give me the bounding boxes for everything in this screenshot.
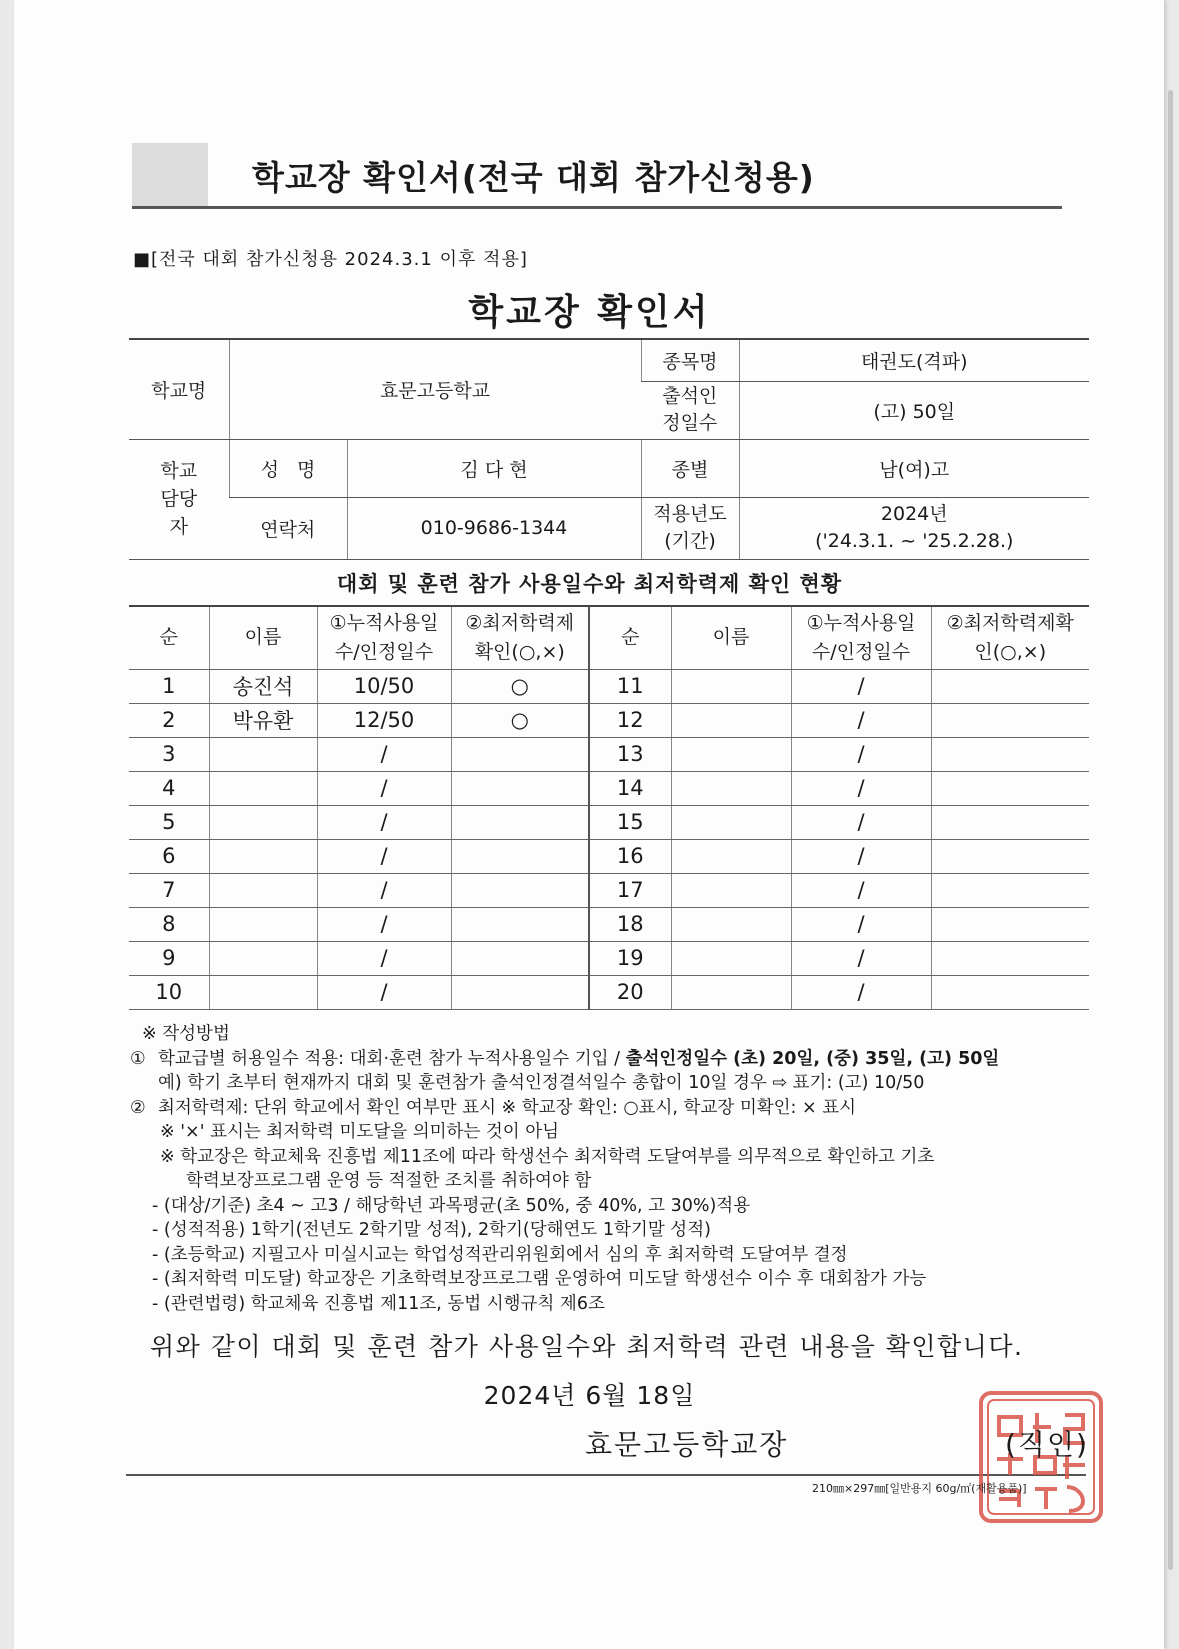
header-shade-box [132, 143, 208, 207]
row-days: / [317, 805, 451, 839]
row-name-2 [671, 737, 791, 771]
row-days-2: / [791, 873, 931, 907]
row-no-2: 20 [589, 975, 671, 1009]
instruction-1-example: 예) 학기 초부터 현재까지 대회 및 훈련참가 출석인정결석일수 총합이 10일 경우 ⇨ 표기: (고) 10/50 [158, 1073, 925, 1093]
col-header-days-2: ①누적사용일수/인정일수 [791, 606, 931, 669]
row-name [209, 839, 317, 873]
table-row [129, 805, 1089, 839]
col-header-name-2: 이름 [671, 606, 791, 669]
row-name-2 [671, 805, 791, 839]
table-row [129, 907, 1089, 941]
row-name: 송진석 [209, 669, 317, 703]
contact-label: 연락처 [229, 497, 347, 559]
row-days-2: / [791, 839, 931, 873]
row-no: 6 [129, 839, 209, 873]
row-check [451, 941, 589, 975]
document-date: 2024년 6월 18일 [483, 1381, 696, 1410]
row-no-2: 13 [589, 737, 671, 771]
instruction-detail-5: - (관련법령) 학교체육 진흥법 제11조, 동법 시행규칙 제6조 [152, 1293, 605, 1314]
header-title: 학교장 확인서(전국 대회 참가신청용) [252, 158, 815, 197]
instruction-detail-1: - (대상/기준) 초4 ~ 고3 / 해당학년 과목평균(초 50%, 중 40%, 고 30%)적용 [152, 1195, 751, 1216]
table-row [129, 669, 1089, 703]
row-check-2 [931, 873, 1089, 907]
row-check [451, 737, 589, 771]
row-no: 5 [129, 805, 209, 839]
year-label: 적용년도(기간) [641, 497, 739, 559]
instruction-2-text: 최저학력제: 단위 학교에서 확인 여부만 표시 ※ 학교장 확인: ○표시, 학교장 미확인: × 표시 [158, 1097, 857, 1118]
row-check [451, 873, 589, 907]
row-no-2: 12 [589, 703, 671, 737]
row-no-2: 17 [589, 873, 671, 907]
row-no-2: 19 [589, 941, 671, 975]
row-no-2: 11 [589, 669, 671, 703]
row-days-2: / [791, 975, 931, 1009]
year-value-year: 2024년 [880, 503, 948, 525]
row-name [209, 975, 317, 1009]
row-check: ○ [451, 669, 589, 703]
row-name-2 [671, 873, 791, 907]
contact-value: 010-9686-1344 [347, 497, 641, 559]
instruction-1 [130, 1047, 1090, 1072]
event-value: 태권도(격파) [739, 339, 1089, 381]
confirmation-statement: 위와 같이 대회 및 훈련 참가 사용일수와 최저학력 관련 내용을 확인합니다. [150, 1332, 1024, 1361]
row-no: 4 [129, 771, 209, 805]
row-name [209, 941, 317, 975]
row-no-2: 14 [589, 771, 671, 805]
row-days: / [317, 975, 451, 1009]
row-no: 7 [129, 873, 209, 907]
row-no: 2 [129, 703, 209, 737]
table-row [129, 703, 1089, 737]
table-row [129, 771, 1089, 805]
manager-label: 학교담당자 [129, 439, 229, 559]
row-check-2 [931, 669, 1089, 703]
row-check-2 [931, 737, 1089, 771]
row-days-2: / [791, 805, 931, 839]
participant-table [129, 605, 1089, 1010]
row-days-2: / [791, 941, 931, 975]
instruction-detail-2: - (성적적용) 1학기(전년도 2학기말 성적), 2학기(당해연도 1학기말 성적) [152, 1220, 711, 1240]
info-table [129, 338, 1089, 560]
col-header-check-2: ②최저학력제확인(○,×) [931, 606, 1089, 669]
name-value: 김 다 현 [347, 439, 641, 497]
row-no: 3 [129, 737, 209, 771]
instruction-2 [130, 1096, 1090, 1121]
col-header-name: 이름 [209, 606, 317, 669]
row-check-2 [931, 703, 1089, 737]
row-name [209, 907, 317, 941]
row-check-2 [931, 975, 1089, 1009]
event-label: 종목명 [641, 339, 739, 381]
attendance-value: (고) 50일 [739, 381, 1089, 439]
row-days-2: / [791, 703, 931, 737]
row-check [451, 771, 589, 805]
attendance-label: 출석인정일수 [641, 381, 739, 439]
row-days: / [317, 839, 451, 873]
row-check: ○ [451, 703, 589, 737]
instruction-2-sub1: ※ '×' 표시는 최저학력 미도달을 의미하는 것이 아님 [160, 1122, 560, 1142]
school-value: 효문고등학교 [229, 339, 641, 439]
row-days: / [317, 941, 451, 975]
section-title: 대회 및 훈련 참가 사용일수와 최저학력제 확인 현황 [336, 572, 843, 596]
instruction-2-number: ② [130, 1097, 146, 1118]
table-row [129, 737, 1089, 771]
row-name-2 [671, 907, 791, 941]
gender-value: 남(여)고 [739, 439, 1089, 497]
col-header-no-2: 순 [589, 606, 671, 669]
row-name-2 [671, 975, 791, 1009]
row-name: 박유환 [209, 703, 317, 737]
header-rule [132, 206, 1062, 209]
main-title: 학교장 확인서 [468, 292, 711, 333]
row-no-2: 18 [589, 907, 671, 941]
row-no-2: 16 [589, 839, 671, 873]
row-check-2 [931, 805, 1089, 839]
row-days: / [317, 873, 451, 907]
row-name-2 [671, 839, 791, 873]
row-days-2: / [791, 771, 931, 805]
year-value [739, 497, 1089, 559]
row-no: 8 [129, 907, 209, 941]
row-check [451, 907, 589, 941]
table-row [129, 873, 1089, 907]
instructions [130, 1022, 1090, 1316]
seal-label: (직인) [1005, 1428, 1089, 1461]
row-check-2 [931, 771, 1089, 805]
row-no: 9 [129, 941, 209, 975]
instruction-1-number: ① [130, 1048, 146, 1069]
name-label: 성 명 [229, 439, 347, 497]
row-check [451, 975, 589, 1009]
row-check-2 [931, 839, 1089, 873]
bottom-rule [126, 1474, 1086, 1476]
row-name [209, 771, 317, 805]
col-header-no: 순 [129, 606, 209, 669]
row-name-2 [671, 669, 791, 703]
instruction-detail-4: - (최저학력 미도달) 학교장은 기초학력보장프로그램 운영하여 미도달 학생선수 이수 후 대회참가 가능 [152, 1269, 927, 1289]
instruction-1-text: 학교급별 허용일수 적용: 대회·훈련 참가 누적사용일수 기입 / [158, 1048, 626, 1069]
table-row [129, 975, 1089, 1009]
row-days-2: / [791, 907, 931, 941]
row-name-2 [671, 941, 791, 975]
col-header-check: ②최저학력제확인(○,×) [451, 606, 589, 669]
row-days: / [317, 907, 451, 941]
row-days: 10/50 [317, 669, 451, 703]
row-days-2: / [791, 669, 931, 703]
applicability-note: ■[전국 대회 참가신청용 2024.3.1 이후 적용] [133, 249, 528, 270]
paper-spec: 210㎜×297㎜[일반용지 60g/㎡(재활용품)] [812, 1482, 1027, 1495]
instruction-2-sub2: ※ 학교장은 학교체육 진흥법 제11조에 따라 학생선수 최저학력 도달여부를 의무적으로 확인하고 기초 [160, 1146, 935, 1167]
table-row [129, 941, 1089, 975]
row-name-2 [671, 703, 791, 737]
row-days: / [317, 771, 451, 805]
row-check [451, 839, 589, 873]
row-name [209, 737, 317, 771]
row-check [451, 805, 589, 839]
row-name [209, 805, 317, 839]
row-days-2: / [791, 737, 931, 771]
row-check-2 [931, 907, 1089, 941]
row-days: / [317, 737, 451, 771]
row-name [209, 873, 317, 907]
instructions-heading: ※ 작성방법 [142, 1024, 230, 1044]
gender-label: 종별 [641, 439, 739, 497]
row-days: 12/50 [317, 703, 451, 737]
year-value-period: ('24.3.1. ~ '25.2.28.) [815, 530, 1014, 552]
col-header-days: ①누적사용일수/인정일수 [317, 606, 451, 669]
instruction-1-bold: 출석인정일수 (초) 20일, (중) 35일, (고) 50일 [625, 1048, 1000, 1069]
principal-name: 효문고등학교장 [585, 1428, 789, 1461]
row-check-2 [931, 941, 1089, 975]
row-no: 1 [129, 669, 209, 703]
row-name-2 [671, 771, 791, 805]
row-no: 10 [129, 975, 209, 1009]
instruction-2-sub2b: 학력보장프로그램 운영 등 적절한 조치를 취하여야 함 [186, 1171, 592, 1191]
table-row [129, 839, 1089, 873]
row-no-2: 15 [589, 805, 671, 839]
school-label: 학교명 [129, 339, 229, 439]
instruction-detail-3: - (초등학교) 지필고사 미실시교는 학업성적관리위원회에서 심의 후 최저학력 도달여부 결정 [152, 1244, 848, 1265]
